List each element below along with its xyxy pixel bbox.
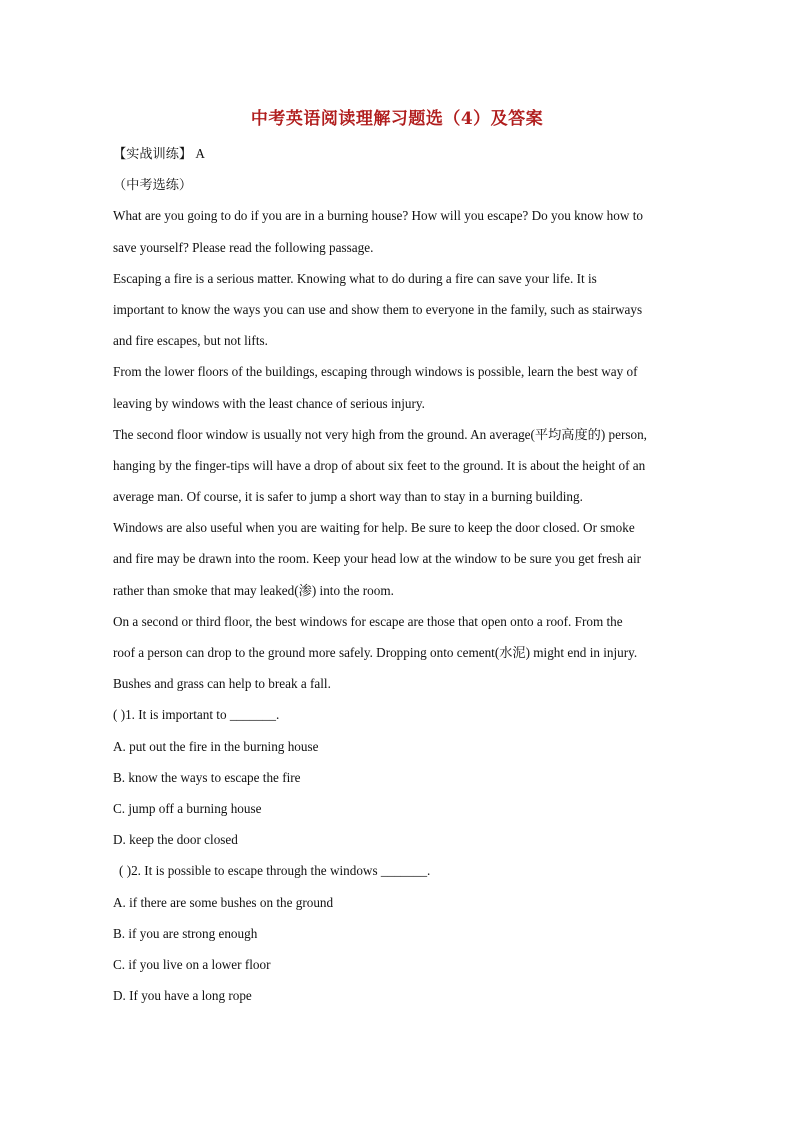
question-1-option-d: D. keep the door closed (113, 832, 238, 848)
passage-line: The second floor window is usually not very high from the ground. An average(平均高度的) person, (113, 426, 647, 442)
passage-line: roof a person can drop to the ground more safely. Dropping onto cement(水泥) might end in injury. (113, 645, 638, 660)
passage-line: On a second or third floor, the best windows for escape are those that open onto a roof. From the (113, 613, 623, 629)
question-1-option-a: A. put out the fire in the burning house (113, 738, 319, 754)
page-title: 中考英语阅读理解习题选（4）及答案 (250, 109, 544, 129)
question-2: ( )2. It is possible to escape through the windows _______. (119, 863, 431, 879)
question-1-option-c: C. jump off a burning house (113, 800, 262, 816)
passage-line: Windows are also useful when you are waiting for help. Be sure to keep the door closed. Or smoke (113, 520, 635, 536)
section-source: （中考选练） (113, 177, 193, 193)
passage-line: important to know the ways you can use and show them to everyone in the family, such as stairways (113, 301, 643, 317)
passage-line: What are you going to do if you are in a burning house? How will you escape? Do you know how to (113, 208, 643, 224)
passage-line: From the lower floors of the buildings, escaping through windows is possible, learn the best way of (113, 364, 638, 380)
passage-line: and fire escapes, but not lifts. (113, 333, 268, 349)
question-2-option-c: C. if you live on a lower floor (113, 956, 271, 972)
passage-line: hanging by the finger-tips will have a drop of about six feet to the ground. It is about the height of an (113, 457, 646, 473)
question-2-option-d: D. If you have a long rope (113, 988, 252, 1004)
body-text (113, 138, 693, 1011)
question-2-option-a: A. if there are some bushes on the ground (113, 894, 334, 910)
passage-line: and fire may be drawn into the room. Keep your head low at the window to be sure you get fresh air (113, 551, 642, 567)
passage-line: average man. Of course, it is safer to jump a short way than to stay in a burning building. (113, 489, 583, 505)
passage-line: Bushes and grass can help to break a fall. (113, 676, 331, 692)
passage-line: rather than smoke that may leaked(渗) into the room. (113, 582, 394, 598)
passage-line: Escaping a fire is a serious matter. Knowing what to do during a fire can save your life. It is (113, 270, 597, 286)
question-1: ( )1. It is important to _______. (113, 707, 280, 723)
section-heading: 【实战训练】 A (113, 146, 205, 161)
question-2-option-b: B. if you are strong enough (113, 925, 258, 941)
passage-line: save yourself? Please read the following passage. (113, 239, 374, 255)
question-1-option-b: B. know the ways to escape the fire (113, 769, 301, 785)
passage-line: leaving by windows with the least chance of serious injury. (113, 395, 425, 411)
